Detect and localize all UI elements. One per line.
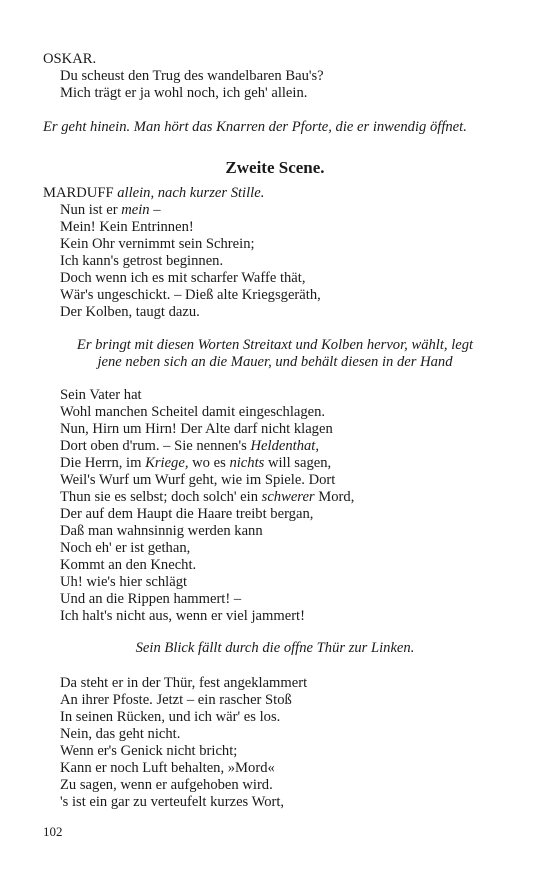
verse-line: Wohl manchen Scheitel damit eingeschlagen. bbox=[60, 404, 326, 420]
stage-direction bbox=[0, 640, 550, 657]
emphasis: nichts bbox=[229, 455, 265, 471]
verse-line: Da steht er in der Thür, fest angeklammert bbox=[60, 675, 308, 691]
verse-line: In seinen Rücken, und ich wär' es los. bbox=[60, 709, 281, 725]
verse-line: Sein Vater hat bbox=[60, 387, 142, 403]
verse-line: Noch eh' er ist gethan, bbox=[60, 540, 191, 556]
verse-line: Doch wenn ich es mit scharfer Waffe thät, bbox=[60, 270, 306, 286]
verse-text: Mord, bbox=[314, 489, 355, 505]
stage-direction bbox=[43, 119, 467, 136]
stage-direction-text: jene neben sich an die Mauer, und behält diesen in der Hand bbox=[97, 354, 453, 370]
verse-line: Mich trägt er ja wohl noch, ich geh' allein. bbox=[60, 85, 308, 101]
verse-line: Ich kann's getrost beginnen. bbox=[60, 253, 224, 269]
verse-line: An ihrer Pfoste. Jetzt – ein rascher Stoß bbox=[60, 692, 292, 708]
emphasis: Kriege, bbox=[145, 455, 189, 471]
verse-text: Nun ist er bbox=[60, 202, 122, 218]
verse-line: Uh! wie's hier schlägt bbox=[60, 574, 188, 590]
verse-line: Kommt an den Knecht. bbox=[60, 557, 197, 573]
verse-line: Nein, das geht nicht. bbox=[60, 726, 181, 742]
stage-direction-text: Er bringt mit diesen Worten Streitaxt und Kolben hervor, wählt, legt bbox=[76, 337, 474, 353]
verse-text: Thun sie es selbst; doch solch' ein bbox=[60, 489, 262, 505]
verse-line: Der auf dem Haupt die Haare treibt bergan, bbox=[60, 506, 314, 522]
stage-direction-text: Er geht hinein. Man hört das Knarren der Pforte, die er inwendig öffnet. bbox=[43, 119, 467, 135]
verse-line: Daß man wahnsinnig werden kann bbox=[60, 523, 263, 539]
verse-line: Kein Ohr vernimmt sein Schrein; bbox=[60, 236, 255, 252]
speaker-marduff bbox=[43, 185, 264, 202]
verse-line: Weil's Wurf um Wurf geht, wie im Spiele. Dort bbox=[60, 472, 336, 488]
verse-line bbox=[60, 438, 319, 455]
verse-line: Kann er noch Luft behalten, »Mord« bbox=[60, 760, 275, 776]
stage-direction bbox=[0, 337, 550, 354]
verse-text: Die Herrn, im bbox=[60, 455, 146, 471]
verse-text: Dort oben d'rum. – Sie nennen's bbox=[60, 438, 251, 454]
verse-text: – bbox=[149, 202, 161, 218]
verse-line bbox=[60, 489, 354, 506]
verse-line: Und an die Rippen hammert! – bbox=[60, 591, 242, 607]
scene-heading: Zweite Scene. bbox=[225, 158, 325, 177]
verse-line: Zu sagen, wenn er aufgehoben wird. bbox=[60, 777, 273, 793]
verse-line bbox=[60, 202, 161, 219]
verse-line: Ich halt's nicht aus, wenn er viel jammert! bbox=[60, 608, 305, 624]
speaker-direction: allein, nach kurzer Stille. bbox=[117, 185, 265, 201]
emphasis: Heldenthat, bbox=[250, 438, 319, 454]
speaker-name: MARDUFF bbox=[43, 185, 114, 201]
speaker-oskar: OSKAR. bbox=[43, 51, 97, 67]
page-number: 102 bbox=[43, 824, 63, 839]
verse-line: Du scheust den Trug des wandelbaren Bau's? bbox=[60, 68, 324, 84]
verse-line bbox=[60, 455, 331, 472]
stage-direction-text: Sein Blick fällt durch die offne Thür zur Linken. bbox=[135, 640, 415, 656]
verse-line: Nun, Hirn um Hirn! Der Alte darf nicht klagen bbox=[60, 421, 333, 437]
verse-line: Der Kolben, taugt dazu. bbox=[60, 304, 200, 320]
verse-line: Mein! Kein Entrinnen! bbox=[60, 219, 194, 235]
verse-line: 's ist ein gar zu verteufelt kurzes Wort, bbox=[60, 794, 285, 810]
stage-direction bbox=[0, 354, 550, 371]
verse-text: will sagen, bbox=[264, 455, 332, 471]
emphasis: mein bbox=[121, 202, 150, 218]
verse-line: Wenn er's Genick nicht bricht; bbox=[60, 743, 238, 759]
emphasis: schwerer bbox=[261, 489, 315, 505]
verse-text: wo es bbox=[188, 455, 230, 471]
verse-line: Wär's ungeschickt. – Dieß alte Kriegsgeräth, bbox=[60, 287, 321, 303]
